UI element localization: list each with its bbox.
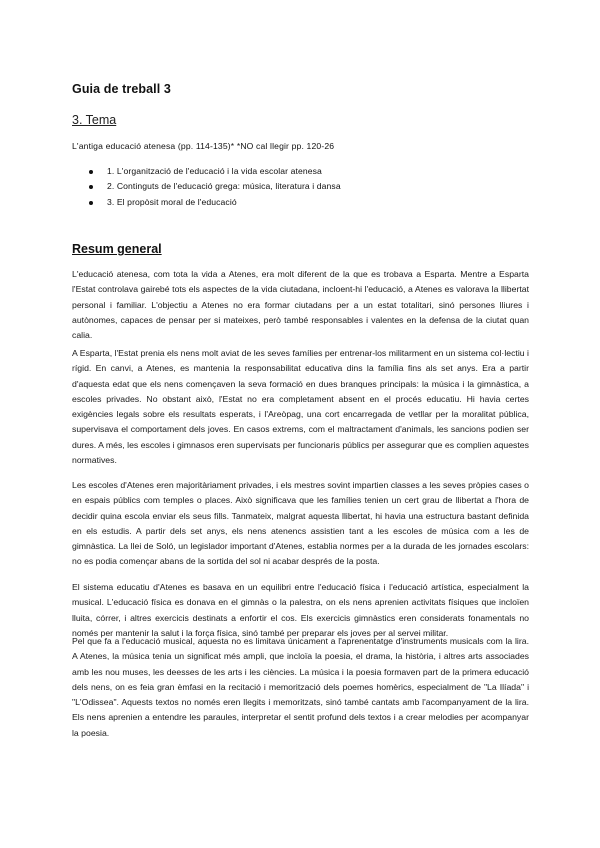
topic-list-item: 1. L'organització de l'educació i la vida escolar atenesa xyxy=(72,164,341,179)
summary-paragraph: Les escoles d'Atenes eren majoritàriament privades, i els mestres sovint impartien classes a les seves pròpies cases o en espais públics com temples o places. Això significava que les famílies tenien un cert grau de llibertat a l'hora de decidir quina escola enviar els seus fills. Tanmateix, malgrat aquesta llibertat, hi havia una estructura bastant definida en els estudis. A partir dels set anys, els nens atenencs assistien tant a les escoles de música com a les de gimnàstica. La llei de Soló, un legislador important d'Atenes, establia normes per a la durada de les jornades escolars: no es podia començar abans de la sortida del sol ni acabar després de la posta. xyxy=(72,480,529,567)
summary-paragraph: El sistema educatiu d'Atenes es basava en un equilibri entre l'educació física i l'educació artística, especialment la musical. L'educació física es donava en el gimnàs o la palestra, on els nens aprenien activitats físiques que incloïen lluita, córrer, i altres exercicis destinats a enfortir el cos. Els exercicis gimnàstics eren considerats fonamentals no només per mantenir la salut i la força física, sinó també per preparar els joves per al servei militar. xyxy=(72,582,529,638)
document-title: Guia de treball 3 xyxy=(72,82,171,96)
topic-list-item: 2. Continguts de l'educació grega: música, literatura i dansa xyxy=(72,179,341,194)
topic-list xyxy=(72,164,341,210)
reading-reference: L'antiga educació atenesa (pp. 114-135)* *NO cal llegir pp. 120-26 xyxy=(72,141,335,151)
summary-paragraph: A Esparta, l'Estat prenia els nens molt aviat de les seves famílies per entrenar-los militarment en un sistema col·lectiu i rígid. En canvi, a Atenes, es mantenia la responsabilitat educativa dins la família fins als set anys. Era a partir d'aquesta edat que els nens començaven la seva formació en dues branques principals: la música i la gimnàstica, a escoles privades. No obstant això, l'Estat no era completament absent en el procés educatiu. Hi havia certes exigències legals sobre els resultats esperats, i l'Areòpag, una cort encarregada de vetllar per la moralitat pública, supervisava el comportament dels joves. En casos extrems, com el maltractament d'animals, les sancions podien ser dures. A més, les escoles i gimnasos eren supervisats per funcionaris públics per assegurar que es complien aquestes normatives. xyxy=(72,348,529,466)
summary-heading: Resum general xyxy=(72,242,162,256)
summary-paragraph: Pel que fa a l'educació musical, aquesta no es limitava únicament a l'aprenentatge d'instruments musicals com la lira. A Atenes, la música tenia un significat més ampli, que incloïa la poesia, el drama, la història, i altres arts associades amb les nou muses, les deesses de les arts i les ciències. La música i la poesia formaven part de la primera educació dels nens, on es feia gran èmfasi en la recitació i memorització dels poemes homèrics, especialment de "La Ilíada" i "L'Odissea". Aquests textos no només eren llegits i memoritzats, sinó també cantats amb l'acompanyament de la lira. Els nens aprenien a entendre les paraules, interpretar el sentit profund dels textos i a crear melodies per acompanyar la poesia. xyxy=(72,636,529,738)
summary-paragraph: L'educació atenesa, com tota la vida a Atenes, era molt diferent de la que es trobava a Esparta. Mentre a Esparta l'Estat controlava gairebé tots els aspectes de la vida ciutadana, incloent-hi l'educació, a Atenes es valorava la llibertat personal i familiar. L'objectiu a Atenes no era formar ciutadans per a un estat totalitari, sinó persones lliures i autònomes, capaces de pensar per si mateixes, però també responsables i valentes en la defensa de la ciutat quan calia. xyxy=(72,269,529,341)
topic-list-item: 3. El propòsit moral de l'educació xyxy=(72,195,341,210)
section-heading: 3. Tema xyxy=(72,113,117,127)
